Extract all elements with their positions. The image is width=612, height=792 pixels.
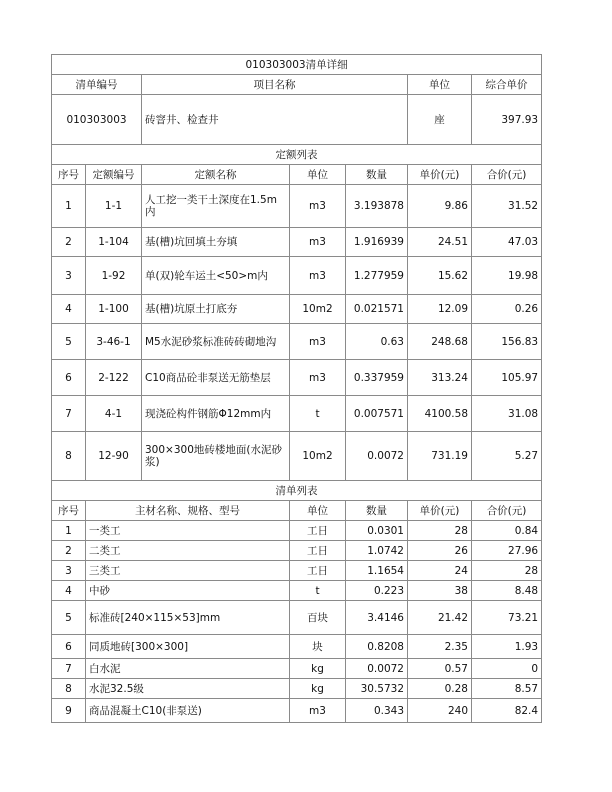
bill-price: 397.93 xyxy=(472,95,542,145)
quota-name: M5水泥砂浆标准砖砖砌地沟 xyxy=(142,324,290,360)
quota-unit-price: 4100.58 xyxy=(408,396,472,432)
material-unit: 工日 xyxy=(290,541,346,561)
material-qty-header: 数量 xyxy=(346,501,408,521)
quota-code: 1-100 xyxy=(86,295,142,324)
table-row xyxy=(52,521,542,541)
material-name: 中砂 xyxy=(86,581,290,601)
table-row xyxy=(52,541,542,561)
quota-unit: 10m2 xyxy=(290,432,346,481)
material-unit: kg xyxy=(290,679,346,699)
quota-name: 单(双)轮车运土<50>m内 xyxy=(142,257,290,295)
material-unit: m3 xyxy=(290,699,346,723)
bill-name-header: 项目名称 xyxy=(142,75,408,95)
material-qty: 1.0742 xyxy=(346,541,408,561)
quota-total: 105.97 xyxy=(472,360,542,396)
quota-qty-header: 数量 xyxy=(346,165,408,185)
quota-total: 47.03 xyxy=(472,228,542,257)
material-header-row xyxy=(52,501,542,521)
material-total-header: 合价(元) xyxy=(472,501,542,521)
material-seq: 4 xyxy=(52,581,86,601)
quota-code: 1-1 xyxy=(86,185,142,228)
material-unit: 工日 xyxy=(290,521,346,541)
material-total: 27.96 xyxy=(472,541,542,561)
bill-price-header: 综合单价 xyxy=(472,75,542,95)
material-total: 8.57 xyxy=(472,679,542,699)
table-row xyxy=(52,635,542,659)
material-unit-header: 单位 xyxy=(290,501,346,521)
bill-row xyxy=(52,95,542,145)
quota-total: 156.83 xyxy=(472,324,542,360)
quota-qty: 1.277959 xyxy=(346,257,408,295)
quota-code: 2-122 xyxy=(86,360,142,396)
detail-table xyxy=(51,54,542,723)
quota-name: 300×300地砖楼地面(水泥砂浆) xyxy=(142,432,290,481)
detail-sheet xyxy=(51,54,541,723)
table-row xyxy=(52,561,542,581)
quota-seq: 7 xyxy=(52,396,86,432)
quota-qty: 0.63 xyxy=(346,324,408,360)
material-total: 1.93 xyxy=(472,635,542,659)
bill-code-header: 清单编号 xyxy=(52,75,142,95)
material-seq: 8 xyxy=(52,679,86,699)
material-seq: 9 xyxy=(52,699,86,723)
material-qty: 0.8208 xyxy=(346,635,408,659)
quota-unit: t xyxy=(290,396,346,432)
quota-qty: 0.337959 xyxy=(346,360,408,396)
quota-seq-header: 序号 xyxy=(52,165,86,185)
quota-qty: 0.0072 xyxy=(346,432,408,481)
material-unit-price: 240 xyxy=(408,699,472,723)
quota-unit: m3 xyxy=(290,324,346,360)
quota-section-title: 定额列表 xyxy=(52,145,542,165)
quota-total: 31.52 xyxy=(472,185,542,228)
table-row xyxy=(52,228,542,257)
quota-unit-header: 单位 xyxy=(290,165,346,185)
material-name: 三类工 xyxy=(86,561,290,581)
material-unit-price: 21.42 xyxy=(408,601,472,635)
quota-seq: 5 xyxy=(52,324,86,360)
material-total: 8.48 xyxy=(472,581,542,601)
material-total: 0 xyxy=(472,659,542,679)
bill-unit-header: 单位 xyxy=(408,75,472,95)
material-seq: 6 xyxy=(52,635,86,659)
bill-name: 砖窨井、检查井 xyxy=(142,95,408,145)
quota-seq: 3 xyxy=(52,257,86,295)
quota-unit-price: 15.62 xyxy=(408,257,472,295)
quota-total: 19.98 xyxy=(472,257,542,295)
quota-code: 1-104 xyxy=(86,228,142,257)
material-name: 商品混凝土C10(非泵送) xyxy=(86,699,290,723)
material-unit-price: 38 xyxy=(408,581,472,601)
material-seq: 5 xyxy=(52,601,86,635)
material-total: 73.21 xyxy=(472,601,542,635)
material-unit-price-header: 单价(元) xyxy=(408,501,472,521)
table-row xyxy=(52,581,542,601)
quota-total: 0.26 xyxy=(472,295,542,324)
quota-unit-price: 9.86 xyxy=(408,185,472,228)
quota-name: 现浇砼构件钢筋Φ12mm内 xyxy=(142,396,290,432)
material-qty: 3.4146 xyxy=(346,601,408,635)
quota-name: 基(槽)坑回填土夯填 xyxy=(142,228,290,257)
material-seq: 2 xyxy=(52,541,86,561)
material-name-header: 主材名称、规格、型号 xyxy=(86,501,290,521)
quota-name-header: 定额名称 xyxy=(142,165,290,185)
table-row xyxy=(52,601,542,635)
quota-seq: 2 xyxy=(52,228,86,257)
sheet-title: 010303003清单详细 xyxy=(52,55,542,75)
material-unit-price: 0.57 xyxy=(408,659,472,679)
material-unit-price: 26 xyxy=(408,541,472,561)
material-qty: 0.0301 xyxy=(346,521,408,541)
quota-seq: 4 xyxy=(52,295,86,324)
material-name: 标准砖[240×115×53]mm xyxy=(86,601,290,635)
table-row xyxy=(52,699,542,723)
quota-qty: 3.193878 xyxy=(346,185,408,228)
quota-unit-price-header: 单价(元) xyxy=(408,165,472,185)
material-total: 28 xyxy=(472,561,542,581)
table-row xyxy=(52,185,542,228)
material-seq: 1 xyxy=(52,521,86,541)
quota-name: 基(槽)坑原土打底夯 xyxy=(142,295,290,324)
quota-unit: m3 xyxy=(290,257,346,295)
quota-name: C10商品砼非泵送无筋垫层 xyxy=(142,360,290,396)
quota-qty: 0.021571 xyxy=(346,295,408,324)
quota-code-header: 定额编号 xyxy=(86,165,142,185)
quota-unit: m3 xyxy=(290,185,346,228)
table-row xyxy=(52,360,542,396)
quota-total-header: 合价(元) xyxy=(472,165,542,185)
material-name: 一类工 xyxy=(86,521,290,541)
material-unit-price: 2.35 xyxy=(408,635,472,659)
table-row xyxy=(52,679,542,699)
material-seq: 7 xyxy=(52,659,86,679)
quota-total: 31.08 xyxy=(472,396,542,432)
quota-header-row xyxy=(52,165,542,185)
quota-unit-price: 731.19 xyxy=(408,432,472,481)
material-seq-header: 序号 xyxy=(52,501,86,521)
material-name: 同质地砖[300×300] xyxy=(86,635,290,659)
material-section-title: 清单列表 xyxy=(52,481,542,501)
material-name: 白水泥 xyxy=(86,659,290,679)
quota-name: 人工挖一类干土深度在1.5m内 xyxy=(142,185,290,228)
quota-code: 4-1 xyxy=(86,396,142,432)
material-qty: 0.223 xyxy=(346,581,408,601)
quota-unit-price: 248.68 xyxy=(408,324,472,360)
table-row xyxy=(52,432,542,481)
quota-total: 5.27 xyxy=(472,432,542,481)
material-unit: t xyxy=(290,581,346,601)
material-unit: 百块 xyxy=(290,601,346,635)
quota-unit-price: 12.09 xyxy=(408,295,472,324)
quota-seq: 6 xyxy=(52,360,86,396)
material-unit-price: 24 xyxy=(408,561,472,581)
quota-code: 12-90 xyxy=(86,432,142,481)
quota-unit-price: 313.24 xyxy=(408,360,472,396)
material-seq: 3 xyxy=(52,561,86,581)
material-qty: 1.1654 xyxy=(346,561,408,581)
quota-qty: 0.007571 xyxy=(346,396,408,432)
quota-unit: m3 xyxy=(290,360,346,396)
material-unit-price: 28 xyxy=(408,521,472,541)
quota-seq: 8 xyxy=(52,432,86,481)
material-name: 二类工 xyxy=(86,541,290,561)
quota-unit: m3 xyxy=(290,228,346,257)
table-row xyxy=(52,295,542,324)
bill-unit: 座 xyxy=(408,95,472,145)
material-qty: 0.343 xyxy=(346,699,408,723)
material-qty: 30.5732 xyxy=(346,679,408,699)
material-total: 82.4 xyxy=(472,699,542,723)
material-unit: 块 xyxy=(290,635,346,659)
bill-code: 010303003 xyxy=(52,95,142,145)
quota-unit: 10m2 xyxy=(290,295,346,324)
table-row xyxy=(52,659,542,679)
table-row xyxy=(52,324,542,360)
material-total: 0.84 xyxy=(472,521,542,541)
quota-unit-price: 24.51 xyxy=(408,228,472,257)
material-unit: kg xyxy=(290,659,346,679)
material-unit-price: 0.28 xyxy=(408,679,472,699)
quota-seq: 1 xyxy=(52,185,86,228)
table-row xyxy=(52,257,542,295)
material-name: 水泥32.5级 xyxy=(86,679,290,699)
material-unit: 工日 xyxy=(290,561,346,581)
quota-qty: 1.916939 xyxy=(346,228,408,257)
material-qty: 0.0072 xyxy=(346,659,408,679)
quota-code: 3-46-1 xyxy=(86,324,142,360)
table-row xyxy=(52,396,542,432)
quota-code: 1-92 xyxy=(86,257,142,295)
